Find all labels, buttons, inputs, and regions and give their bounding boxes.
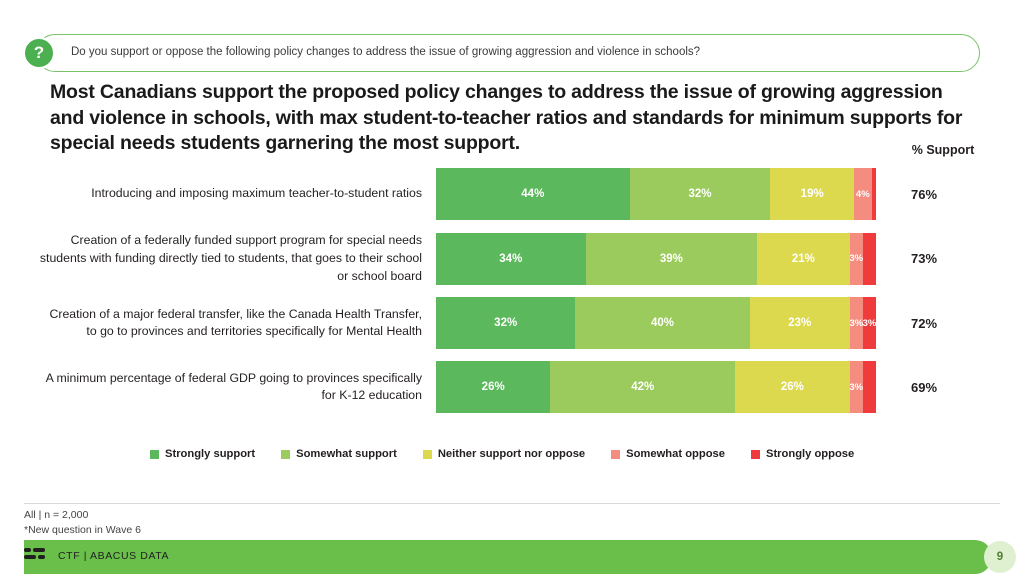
legend-swatch-icon (150, 450, 159, 459)
legend-label: Strongly support (165, 448, 256, 460)
footer-bar (24, 540, 992, 574)
page-title: Most Canadians support the proposed policy changes to address the issue of growing aggression and violence in schools, with max student-to-teacher ratios and standards for minimum supports for special needs students garnering the most support. (50, 81, 963, 155)
bar-segment: 34% (436, 233, 586, 285)
legend-item (751, 448, 854, 460)
support-column-header: % Support (911, 143, 975, 157)
legend-label: Strongly oppose (765, 448, 855, 460)
bar-segment: 39% (586, 233, 758, 285)
bar-segment: 42% (550, 361, 735, 413)
bar-segment: 19% (770, 168, 854, 220)
row-support-total: 72% (910, 315, 938, 331)
bar-segment: 3% (850, 297, 863, 349)
chart-legend (150, 448, 854, 460)
row-support-total: 69% (910, 379, 938, 395)
stacked-bar (436, 361, 876, 413)
legend-label: Neither support nor oppose (437, 448, 586, 460)
row-support-total: 73% (910, 251, 938, 267)
chart-row-label: Creation of a federally funded support program for special needs students with funding directly tied to students, that goes to their school or school board (39, 233, 422, 283)
bar-segment: 21% (757, 233, 849, 285)
stacked-bar (436, 297, 876, 349)
stacked-bar-chart (36, 168, 988, 425)
footnote-divider (24, 503, 1000, 504)
legend-item (150, 448, 255, 460)
footnote-sample: All | n = 2,000 (24, 509, 89, 521)
bar-segment: 3% (863, 297, 876, 349)
footer (0, 540, 1024, 576)
bar-segment: 3% (850, 233, 863, 285)
page-number-badge: 9 (984, 541, 1016, 573)
bar-segment: 44% (436, 168, 630, 220)
bar-segment (863, 233, 876, 285)
legend-swatch-icon (423, 450, 432, 459)
stacked-bar (436, 233, 876, 285)
footnote-note: *New question in Wave 6 (24, 524, 141, 537)
stacked-bar (436, 168, 876, 220)
bar-segment (863, 361, 876, 413)
bar-segment: 32% (630, 168, 771, 220)
legend-item (611, 448, 725, 460)
abacus-logo-icon (24, 548, 46, 566)
legend-item (281, 448, 397, 460)
row-support-total: 76% (910, 186, 938, 202)
bar-segment: 40% (575, 297, 749, 349)
question-banner (33, 34, 980, 72)
chart-row (36, 232, 988, 285)
legend-swatch-icon (611, 450, 620, 459)
bar-segment: 4% (854, 168, 872, 220)
legend-swatch-icon (751, 450, 760, 459)
bar-segment: 32% (436, 297, 575, 349)
bar-segment: 26% (735, 361, 849, 413)
bar-segment: 3% (850, 361, 863, 413)
chart-row-label: Introducing and imposing maximum teacher-to-student ratios (91, 186, 422, 201)
chart-row-label: A minimum percentage of federal GDP going to provinces specifically for K-12 education (45, 370, 422, 403)
chart-row (36, 168, 988, 220)
chart-row-label: Creation of a major federal transfer, like the Canada Health Transfer, to go to provinces and territories specifically for Mental Health (49, 306, 422, 339)
footnote (24, 508, 141, 538)
legend-item (423, 448, 585, 460)
question-mark-icon: ? (23, 37, 55, 69)
legend-label: Somewhat support (296, 448, 397, 460)
footer-label: CTF | ABACUS DATA (58, 550, 170, 562)
question-text: Do you support or oppose the following policy changes to address the issue of growing aggression and violence in schools? (71, 46, 701, 59)
chart-row (36, 297, 988, 349)
legend-swatch-icon (281, 450, 290, 459)
chart-row (36, 361, 988, 413)
bar-segment: 23% (750, 297, 850, 349)
bar-segment: 26% (436, 361, 550, 413)
legend-label: Somewhat oppose (626, 448, 725, 460)
